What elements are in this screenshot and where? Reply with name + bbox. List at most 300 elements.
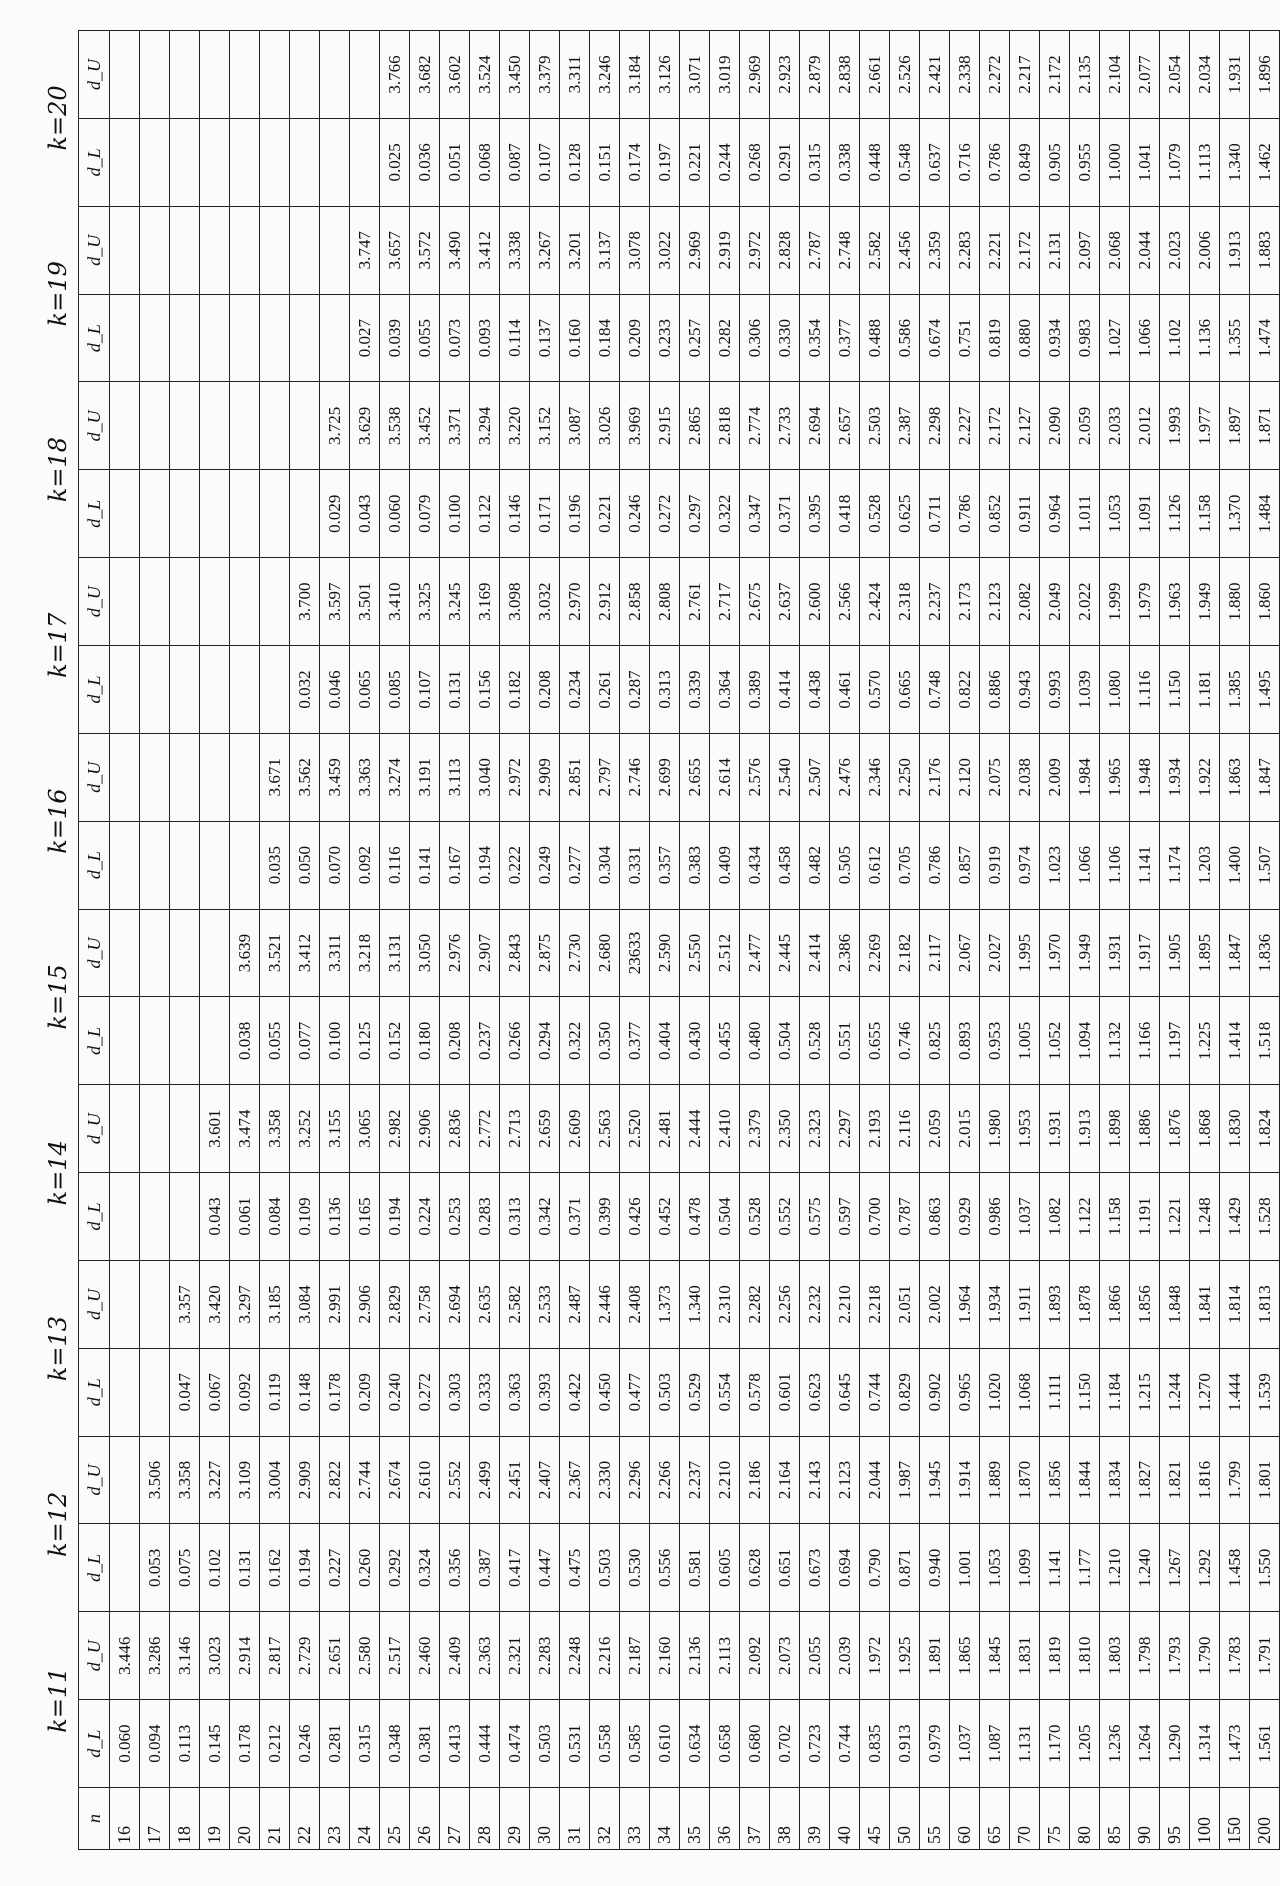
dl-value: 0.383	[680, 821, 710, 909]
du-value: 3.490	[440, 206, 470, 294]
du-value: 3.022	[650, 206, 680, 294]
dl-value	[290, 294, 320, 382]
dl-value: 0.107	[530, 118, 560, 206]
du-value: 2.661	[860, 31, 890, 119]
du-value: 3.412	[290, 909, 320, 997]
dl-value: 1.041	[1130, 118, 1160, 206]
du-value: 2.444	[680, 1085, 710, 1173]
du-value: 1.841	[1190, 1260, 1220, 1348]
n-value: 45	[860, 1788, 890, 1850]
dl-value: 0.986	[980, 1173, 1010, 1261]
dl-value: 1.126	[1160, 470, 1190, 558]
dl-value: 0.194	[290, 1524, 320, 1612]
du-value: 2.034	[1190, 31, 1220, 119]
du-value: 1.798	[1130, 1612, 1160, 1700]
n-value: 16	[110, 1788, 140, 1850]
dl-value: 0.399	[590, 1173, 620, 1261]
du-value: 2.424	[860, 558, 890, 646]
du-value: 2.172	[980, 382, 1010, 470]
dl-value: 0.665	[890, 646, 920, 734]
dl-value: 0.107	[410, 646, 440, 734]
du-value	[200, 31, 230, 119]
du-value: 2.499	[470, 1436, 500, 1524]
du-value: 2.297	[830, 1085, 860, 1173]
dl-value: 0.871	[890, 1524, 920, 1612]
du-value: 3.700	[290, 558, 320, 646]
dl-value: 0.196	[560, 470, 590, 558]
table-row	[560, 31, 590, 1850]
table-row	[1100, 31, 1130, 1850]
dl-value: 1.122	[1070, 1173, 1100, 1261]
dl-value: 0.863	[920, 1173, 950, 1261]
du-value: 2.909	[290, 1436, 320, 1524]
dl-value: 1.170	[1040, 1700, 1070, 1788]
dl-value: 0.085	[380, 646, 410, 734]
dl-value: 0.060	[380, 470, 410, 558]
du-value: 1.816	[1190, 1436, 1220, 1524]
n-header: n	[79, 1788, 110, 1850]
du-value: 3.420	[200, 1260, 230, 1348]
table-row	[620, 31, 650, 1850]
dl-value: 0.902	[920, 1348, 950, 1436]
du-value: 2.049	[1040, 558, 1070, 646]
du-value: 1.949	[1070, 909, 1100, 997]
dl-value: 1.210	[1100, 1524, 1130, 1612]
dl-value: 0.417	[500, 1524, 530, 1612]
dl-value: 0.261	[590, 646, 620, 734]
dl-value: 0.528	[740, 1173, 770, 1261]
dl-value	[170, 470, 200, 558]
du-value: 2.386	[830, 909, 860, 997]
du-value: 1.847	[1220, 909, 1250, 997]
dl-value: 1.355	[1220, 294, 1250, 382]
dl-value: 0.055	[260, 997, 290, 1085]
dl-value: 0.452	[650, 1173, 680, 1261]
dl-value: 0.448	[860, 118, 890, 206]
n-value: 65	[980, 1788, 1010, 1850]
du-value: 2.828	[770, 206, 800, 294]
n-value: 19	[200, 1788, 230, 1850]
du-value: 2.550	[680, 909, 710, 997]
du-value: 3.506	[140, 1436, 170, 1524]
dl-value: 0.184	[590, 294, 620, 382]
dl-value: 0.249	[530, 821, 560, 909]
dl-value: 1.111	[1040, 1348, 1070, 1436]
dl-value: 1.264	[1130, 1700, 1160, 1788]
du-value	[230, 382, 260, 470]
dl-header: d_L	[79, 1700, 110, 1788]
dl-value: 1.039	[1070, 646, 1100, 734]
dl-value: 1.150	[1070, 1348, 1100, 1436]
dl-value: 0.167	[440, 821, 470, 909]
du-value: 2.009	[1040, 733, 1070, 821]
dl-value: 0.979	[920, 1700, 950, 1788]
du-value: 2.699	[650, 733, 680, 821]
du-value: 1.977	[1190, 382, 1220, 470]
du-value: 2.182	[890, 909, 920, 997]
dl-value: 1.102	[1160, 294, 1190, 382]
dl-value: 0.943	[1010, 646, 1040, 734]
table-row	[860, 31, 890, 1850]
du-value: 2.512	[710, 909, 740, 997]
du-value: 2.976	[440, 909, 470, 997]
n-value: 26	[410, 1788, 440, 1850]
table-row	[440, 31, 470, 1850]
du-value: 2.875	[530, 909, 560, 997]
du-value: 2.526	[890, 31, 920, 119]
dl-value: 0.331	[620, 821, 650, 909]
du-value: 2.266	[650, 1436, 680, 1524]
table-row	[170, 31, 200, 1850]
dl-value: 0.790	[860, 1524, 890, 1612]
du-value: 2.829	[380, 1260, 410, 1348]
du-value: 2.075	[980, 733, 1010, 821]
du-value	[110, 1260, 140, 1348]
du-value: 2.186	[740, 1436, 770, 1524]
du-value: 1.979	[1130, 558, 1160, 646]
dl-value	[140, 646, 170, 734]
du-value: 2.923	[770, 31, 800, 119]
du-value: 1.790	[1190, 1612, 1220, 1700]
du-value: 2.120	[950, 733, 980, 821]
dl-value: 1.473	[1220, 1700, 1250, 1788]
du-value: 2.073	[770, 1612, 800, 1700]
du-value	[170, 733, 200, 821]
du-value: 2.746	[620, 733, 650, 821]
du-value	[350, 31, 380, 119]
dl-value: 0.246	[620, 470, 650, 558]
dl-value: 0.281	[320, 1700, 350, 1788]
du-value	[140, 1085, 170, 1173]
dl-value: 1.166	[1130, 997, 1160, 1085]
du-value: 3.146	[170, 1612, 200, 1700]
table-row	[1220, 31, 1250, 1850]
dl-value: 1.023	[1040, 821, 1070, 909]
dl-value: 0.673	[800, 1524, 830, 1612]
dl-value: 0.857	[950, 821, 980, 909]
dl-value: 0.174	[620, 118, 650, 206]
dl-value: 1.094	[1070, 997, 1100, 1085]
du-value: 1.870	[1010, 1436, 1040, 1524]
du-value	[320, 31, 350, 119]
du-value: 2.576	[740, 733, 770, 821]
du-value	[200, 558, 230, 646]
du-value: 1.803	[1100, 1612, 1130, 1700]
dl-value: 0.221	[680, 118, 710, 206]
du-value: 2.822	[320, 1436, 350, 1524]
du-value: 2.540	[770, 733, 800, 821]
dl-header: d_L	[79, 1173, 110, 1261]
dl-value: 0.786	[920, 821, 950, 909]
n-value: 38	[770, 1788, 800, 1850]
du-value: 2.582	[860, 206, 890, 294]
dl-value: 0.744	[860, 1348, 890, 1436]
dl-value: 1.113	[1190, 118, 1220, 206]
du-value	[230, 733, 260, 821]
dl-value	[350, 118, 380, 206]
dl-value: 0.474	[500, 1700, 530, 1788]
dl-value: 1.340	[1220, 118, 1250, 206]
du-value: 2.774	[740, 382, 770, 470]
dl-value: 0.043	[350, 470, 380, 558]
du-value	[110, 382, 140, 470]
dl-value: 0.137	[530, 294, 560, 382]
dl-value: 0.315	[350, 1700, 380, 1788]
du-value: 2.023	[1160, 206, 1190, 294]
du-value: 3.601	[200, 1085, 230, 1173]
dl-value: 0.455	[710, 997, 740, 1085]
dl-value: 0.060	[110, 1700, 140, 1788]
dl-value: 0.208	[530, 646, 560, 734]
dl-value: 0.450	[590, 1348, 620, 1436]
du-value: 1.995	[1010, 909, 1040, 997]
table-row	[1130, 31, 1160, 1850]
dl-value: 1.462	[1250, 118, 1280, 206]
du-value: 3.191	[410, 733, 440, 821]
du-value	[110, 909, 140, 997]
du-value: 2.359	[920, 206, 950, 294]
du-value: 2.298	[920, 382, 950, 470]
du-value: 2.002	[920, 1260, 950, 1348]
du-value	[290, 382, 320, 470]
dl-value: 1.203	[1190, 821, 1220, 909]
dl-value: 0.122	[470, 470, 500, 558]
dl-value: 0.605	[710, 1524, 740, 1612]
du-value: 3.474	[230, 1085, 260, 1173]
du-value: 1.931	[1100, 909, 1130, 997]
dl-value: 0.075	[170, 1524, 200, 1612]
dl-value: 0.297	[680, 470, 710, 558]
dl-value: 0.240	[380, 1348, 410, 1436]
dl-value: 0.178	[230, 1700, 260, 1788]
du-value: 3.267	[530, 206, 560, 294]
du-value: 2.379	[740, 1085, 770, 1173]
n-value: 17	[140, 1788, 170, 1850]
du-value: 1.911	[1010, 1260, 1040, 1348]
du-value: 3.201	[560, 206, 590, 294]
du-value: 2.407	[530, 1436, 560, 1524]
du-value: 1.964	[950, 1260, 980, 1348]
du-value: 2.972	[740, 206, 770, 294]
k-label: k=14	[44, 1140, 72, 1206]
dl-value	[140, 1173, 170, 1261]
dl-value	[170, 294, 200, 382]
du-value: 2.282	[740, 1260, 770, 1348]
du-value: 1.897	[1220, 382, 1250, 470]
dl-value: 0.339	[680, 646, 710, 734]
dl-value: 0.458	[770, 821, 800, 909]
du-value: 2.456	[890, 206, 920, 294]
dl-value	[170, 646, 200, 734]
du-value: 3.358	[260, 1085, 290, 1173]
dl-value: 1.518	[1250, 997, 1280, 1085]
dl-value: 0.570	[860, 646, 890, 734]
du-value: 1.883	[1250, 206, 1280, 294]
dl-value	[260, 646, 290, 734]
dl-value: 0.070	[320, 821, 350, 909]
du-value: 2.272	[980, 31, 1010, 119]
du-value: 2.117	[920, 909, 950, 997]
du-value: 3.602	[440, 31, 470, 119]
dl-value: 0.478	[680, 1173, 710, 1261]
du-value: 1.865	[950, 1612, 980, 1700]
du-value: 2.729	[290, 1612, 320, 1700]
du-header: d_U	[79, 1085, 110, 1173]
n-value: 23	[320, 1788, 350, 1850]
dl-value: 0.246	[290, 1700, 320, 1788]
dl-value: 1.020	[980, 1348, 1010, 1436]
dl-value: 0.100	[320, 997, 350, 1085]
dl-value: 1.267	[1160, 1524, 1190, 1612]
table-row	[530, 31, 560, 1850]
n-value: 35	[680, 1788, 710, 1850]
dl-value: 0.430	[680, 997, 710, 1085]
du-value: 3.084	[290, 1260, 320, 1348]
du-value: 2.090	[1040, 382, 1070, 470]
dl-value	[230, 821, 260, 909]
du-value: 2.160	[650, 1612, 680, 1700]
dl-value	[110, 646, 140, 734]
dl-value: 1.091	[1130, 470, 1160, 558]
du-value: 2.748	[830, 206, 860, 294]
du-value: 2.772	[470, 1085, 500, 1173]
dl-value: 0.575	[800, 1173, 830, 1261]
du-value: 3.032	[530, 558, 560, 646]
dl-value: 0.413	[440, 1700, 470, 1788]
du-value	[170, 206, 200, 294]
du-value: 2.350	[770, 1085, 800, 1173]
du-value: 3.725	[320, 382, 350, 470]
dl-value: 0.504	[770, 997, 800, 1085]
du-value: 2.808	[650, 558, 680, 646]
du-value	[170, 909, 200, 997]
dl-value: 0.548	[890, 118, 920, 206]
table-row	[710, 31, 740, 1850]
dl-value	[140, 294, 170, 382]
dl-value: 0.209	[350, 1348, 380, 1436]
du-header: d_U	[79, 206, 110, 294]
du-value: 1.984	[1070, 733, 1100, 821]
dl-value: 1.528	[1250, 1173, 1280, 1261]
du-value: 2.761	[680, 558, 710, 646]
dl-value: 0.268	[740, 118, 770, 206]
dl-value	[200, 294, 230, 382]
du-value: 2.044	[860, 1436, 890, 1524]
du-value: 2.221	[980, 206, 1010, 294]
du-value: 3.562	[290, 733, 320, 821]
n-value: 36	[710, 1788, 740, 1850]
dl-value: 0.119	[260, 1348, 290, 1436]
dl-value: 1.539	[1250, 1348, 1280, 1436]
dl-value	[290, 118, 320, 206]
dl-value: 0.322	[560, 997, 590, 1085]
dl-value: 1.141	[1130, 821, 1160, 909]
du-value: 1.871	[1250, 382, 1280, 470]
du-value: 2.330	[590, 1436, 620, 1524]
du-value: 2.566	[830, 558, 860, 646]
dl-header: d_L	[79, 821, 110, 909]
du-value: 2.909	[530, 733, 560, 821]
dl-value: 1.561	[1250, 1700, 1280, 1788]
table-row	[980, 31, 1010, 1850]
dl-value: 0.528	[800, 997, 830, 1085]
dl-value: 0.940	[920, 1524, 950, 1612]
du-value: 2.503	[860, 382, 890, 470]
du-value: 1.845	[980, 1612, 1010, 1700]
du-value: 1.972	[860, 1612, 890, 1700]
table-row	[1010, 31, 1040, 1850]
dl-value: 0.100	[440, 470, 470, 558]
du-value	[140, 206, 170, 294]
dl-value: 0.913	[890, 1700, 920, 1788]
table-row	[800, 31, 830, 1850]
dl-value: 0.348	[380, 1700, 410, 1788]
du-value: 2.533	[530, 1260, 560, 1348]
dl-value: 0.786	[980, 118, 1010, 206]
dl-value: 0.084	[260, 1173, 290, 1261]
dl-value: 0.623	[800, 1348, 830, 1436]
dl-value: 0.131	[440, 646, 470, 734]
du-value: 2.143	[800, 1436, 830, 1524]
dl-value: 0.272	[650, 470, 680, 558]
du-value: 2.991	[320, 1260, 350, 1348]
du-value: 2.216	[590, 1612, 620, 1700]
dl-value: 1.177	[1070, 1524, 1100, 1612]
du-value	[140, 31, 170, 119]
dl-value: 0.077	[290, 997, 320, 1085]
dl-value: 0.744	[830, 1700, 860, 1788]
du-value: 2.123	[830, 1436, 860, 1524]
du-value: 2.059	[920, 1085, 950, 1173]
dl-value: 0.680	[740, 1700, 770, 1788]
dl-value: 0.162	[260, 1524, 290, 1612]
dl-value: 1.444	[1220, 1348, 1250, 1436]
du-value: 1.836	[1250, 909, 1280, 997]
n-value: 30	[530, 1788, 560, 1850]
du-value: 3.065	[350, 1085, 380, 1173]
dl-value: 0.260	[350, 1524, 380, 1612]
du-value: 2.451	[500, 1436, 530, 1524]
dl-value	[200, 646, 230, 734]
dl-value: 1.027	[1100, 294, 1130, 382]
dl-header: d_L	[79, 1348, 110, 1436]
du-value: 1.949	[1190, 558, 1220, 646]
dl-value: 0.700	[860, 1173, 890, 1261]
dl-header: d_L	[79, 294, 110, 382]
dl-value: 0.330	[770, 294, 800, 382]
dl-value: 1.197	[1160, 997, 1190, 1085]
n-value: 80	[1070, 1788, 1100, 1850]
dl-value: 0.711	[920, 470, 950, 558]
dl-value: 0.475	[560, 1524, 590, 1612]
dl-value: 0.055	[410, 294, 440, 382]
dl-value: 0.578	[740, 1348, 770, 1436]
du-value: 2.136	[680, 1612, 710, 1700]
dl-value: 0.342	[530, 1173, 560, 1261]
dl-value: 0.053	[140, 1524, 170, 1612]
dl-value: 0.092	[230, 1348, 260, 1436]
du-value: 3.113	[440, 733, 470, 821]
du-value: 1.953	[1010, 1085, 1040, 1173]
dl-value: 0.160	[560, 294, 590, 382]
dl-value: 0.597	[830, 1173, 860, 1261]
du-value: 2.269	[860, 909, 890, 997]
n-value: 22	[290, 1788, 320, 1850]
du-value: 2.758	[410, 1260, 440, 1348]
dl-value	[230, 118, 260, 206]
du-value: 1.893	[1040, 1260, 1070, 1348]
dl-value: 0.094	[140, 1700, 170, 1788]
